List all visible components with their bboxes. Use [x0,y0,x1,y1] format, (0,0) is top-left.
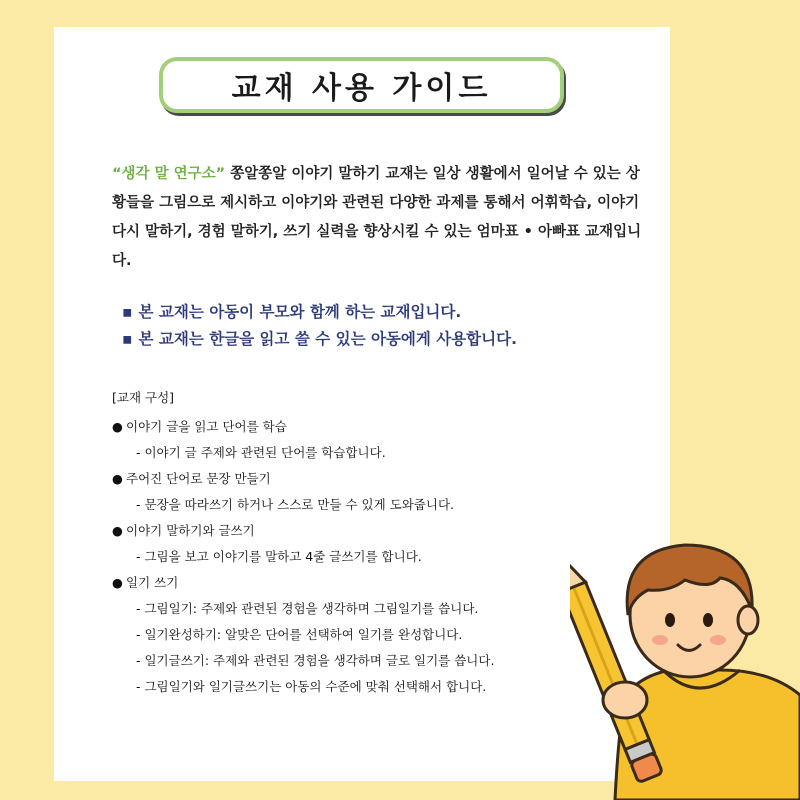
notes-list [122,299,662,353]
list-sub-item: - 문장을 따라쓰기 하거나 스스로 만들 수 있게 도와줍니다. [136,497,454,512]
list-sub-item: - 그림일기: 주제와 관련된 경험을 생각하며 그림일기를 씁니다. [136,601,479,616]
square-bullet-icon: ▪ [122,303,133,321]
intro-text: 쫑알쫑알 이야기 말하기 교재는 일상 생활에서 일어날 수 있는 상황들을 그림으로 제시하고 이야기와 관련된 다양한 과제를 통해서 어휘학습, 이야기 다시 말하기, 경험 말하기, 쓰기 실력을 향상시킬 수 있는 엄마표 • 아빠표 교재입니다. [112,166,642,269]
bullet-icon: ● [112,471,123,486]
list-sub-item: - 이야기 글 주제와 관련된 단어를 학습합니다. [136,445,386,460]
title-box [159,57,564,113]
bullet-icon: ● [112,523,123,538]
bullet-icon: ● [112,575,123,590]
list-item: ● 이야기 말하기와 글쓰기 [112,518,652,544]
intro-paragraph [112,160,652,276]
list-sub-item: - 일기완성하기: 알맞은 단어를 선택하여 일기를 완성합니다. [136,627,463,642]
list-sub-item: - 그림을 보고 이야기를 말하고 4줄 글쓰기를 합니다. [136,549,422,564]
list-item: ● 이야기 글을 읽고 단어를 학습 [112,414,652,440]
square-bullet-icon: ▪ [122,330,133,348]
list-item: ● 주어진 단어로 문장 만들기 [112,466,652,492]
page-title: 교재 사용 가이드 [231,71,492,106]
list-sub-item: - 일기글쓰기: 주제와 관련된 경험을 생각하며 글로 일기를 씁니다. [136,653,495,668]
note-item: ▪ 본 교재는 아동이 부모와 함께 하는 교재입니다. [122,303,462,321]
note-item: ▪ 본 교재는 한글을 읽고 쓸 수 있는 아동에게 사용합니다. [122,330,517,348]
bullet-icon: ● [112,419,123,434]
list-sub-item: - 그림일기와 일기글쓰기는 아동의 수준에 맞춰 선택해서 합니다. [136,679,487,694]
boy-with-pencil-illustration [570,520,800,800]
list-item: ● 일기 쓰기 [112,570,652,596]
section-title: [교재 구성] [112,390,175,405]
intro-highlight: “생각 말 연구소” [112,166,226,182]
